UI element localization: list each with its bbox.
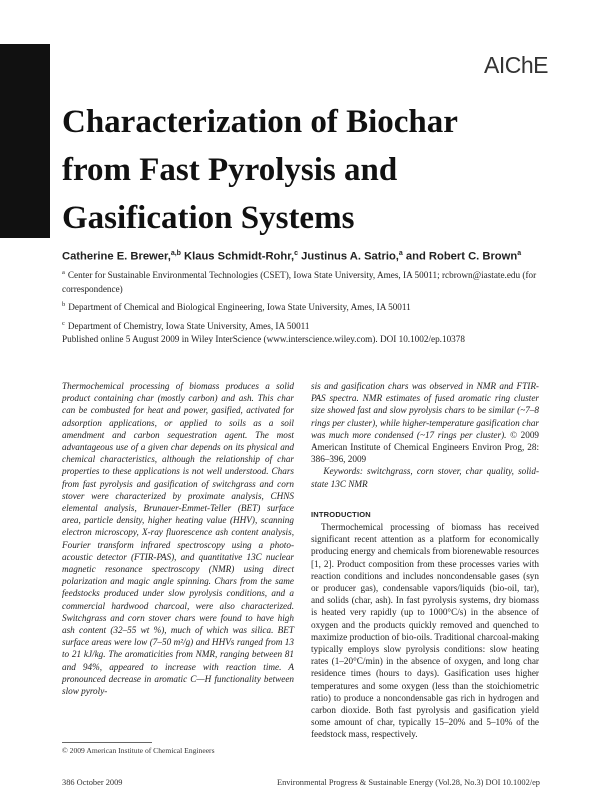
affiliation [62,317,542,334]
affiliation-text: Center for Sustainable Environmental Technologies (CSET), Iowa State University, Ames, IA 50011; rcbrown@iastate.edu (for correspondence) [62,270,537,294]
author-affil-mark: a,b [170,250,181,257]
keywords-label: Keywords: [323,466,363,477]
author-name: and Robert C. Brown [405,250,518,263]
copyright-footnote: © 2009 American Institute of Chemical Engineers [62,746,215,755]
author-list [62,250,521,263]
journal-citation: Environmental Progress & Sustainable Energy (Vol.28, No.3) DOI 10.1002/ep [276,778,540,787]
keywords [311,465,539,489]
aiche-logo: AIChE [484,52,548,78]
affiliation-mark: a [62,269,65,276]
introduction-body [311,521,539,741]
affiliation [62,266,542,296]
affiliation-text: Department of Chemical and Biological Engineering, Iowa State University, Ames, IA 50011 [68,302,411,313]
author-name: Klaus Schmidt-Rohr, [184,250,295,263]
author-affil-mark: c [294,250,298,257]
affiliation-text: Department of Chemistry, Iowa State University, Ames, IA 50011 [67,320,310,331]
author-affil-mark: a [398,250,403,257]
introduction-heading: INTRODUCTION [311,510,371,519]
introduction-paragraph: Thermochemical processing of biomass has received significant recent attention as a platform for economically producing energy and chemicals from biorenewable resources [1, 2]. Product composition from these processes varies with reaction conditions and includes noncondensable gases (syn or producer gas), condensable vapors/liquids (bio-oil, tar), and solids (char, ash). In fast pyrolysis systems, dry biomass is heated very rapidly (up to 1000°C/s) in the absence of oxygen and the products quickly removed and quenched to maximize production of bio-oils. Traditional charcoal-making typically employs slow pyrolysis conditions: slow heating rates (1–20°C/min) in the absence of oxygen, and long char residence times (hours to days). Gasification uses higher temperatures and some oxygen (less than the stoichiometric ratio) to produce a noncondensable gas rich in hydrogen and carbon dioxide. Both fast pyrolysis and gasification yield some amount of char, typically 15–20% and 5–10% of the feedstock mass, respectively. [311,522,539,740]
affiliation-mark: b [62,301,66,309]
author-name: Catherine E. Brewer, [62,250,171,263]
abstract-left-column: Thermochemical processing of biomass produces a solid product containing char (mostly carbon) and ash. This char can be combusted for heat and power, gasified, activated for adsorption applications, or applied to soils as a soil amendment and carbon sequestration agent. The most advantageous use of a given char depends on its physical and chemical characteristics, although the relationship of char properties to these applications is not well understood. Chars from fast pyrolysis and gasification of switchgrass and corn stover were characterized by proximate analysis, CHNS elemental analysis, Brunauer-Emmet-Teller (BET) surface area, particle density, higher heating value (HHV), scanning electron microscopy, X-ray fluorescence ash content analysis, Fourier transform infrared spectroscopy using a photo-acoustic detector (FTIR-PAS), and quantitative 13C nuclear magnetic resonance spectroscopy (NMR) using direct polarization and magic angle spinning. Chars from the same feedstocks produced under slow pyrolysis conditions, and a commercial hardwood charcoal, were also characterized. Switchgrass and corn stover chars were found to have high ash content (32–55 wt %), much of which was silica. BET surface areas were low (7–50 m²/g) and HHVs ranged from 13 to 21 kJ/kg. The aromaticities from NMR, ranging between 81 and 94%, appeared to increase with reaction time. A pronounced decrease in aromatic C—H functionality between slow pyroly- [62,381,294,697]
page-number-date: 386 October 2009 [62,778,123,787]
affiliations [62,266,542,335]
author-affil-mark: a [517,250,522,257]
abstract-continuation: sis and gasification chars was observed in NMR and FTIR-PAS spectra. NMR estimates of fused aromatic ring cluster size showed fast and slow pyrolysis chars to be similar (~7–8 rings per cluster), while higher-temperature gasification char was much more condensed (~17 rings per cluster). [311,381,539,440]
abstract-right-column [311,380,539,490]
keywords-text: switchgrass, corn stover, char quality, solid-state 13C NMR [311,466,540,489]
black-sidebar-tab [0,44,50,238]
publication-info: Published online 5 August 2009 in Wiley InterScience (www.interscience.wiley.com). DOI 10.1002/ep.10378 [62,334,465,344]
affiliation-mark: c [62,319,65,327]
footnote-divider [62,742,152,743]
author-name: Justinus A. Satrio, [301,250,399,263]
article-title: Characterization of Biochar from Fast Pyrolysis and Gasification Systems [62,104,458,236]
abstract-copyright: © 2009 American Institute of Chemical Engineers Environ Prog, 28: 386–396, 2009 [311,429,540,465]
affiliation [62,298,542,315]
